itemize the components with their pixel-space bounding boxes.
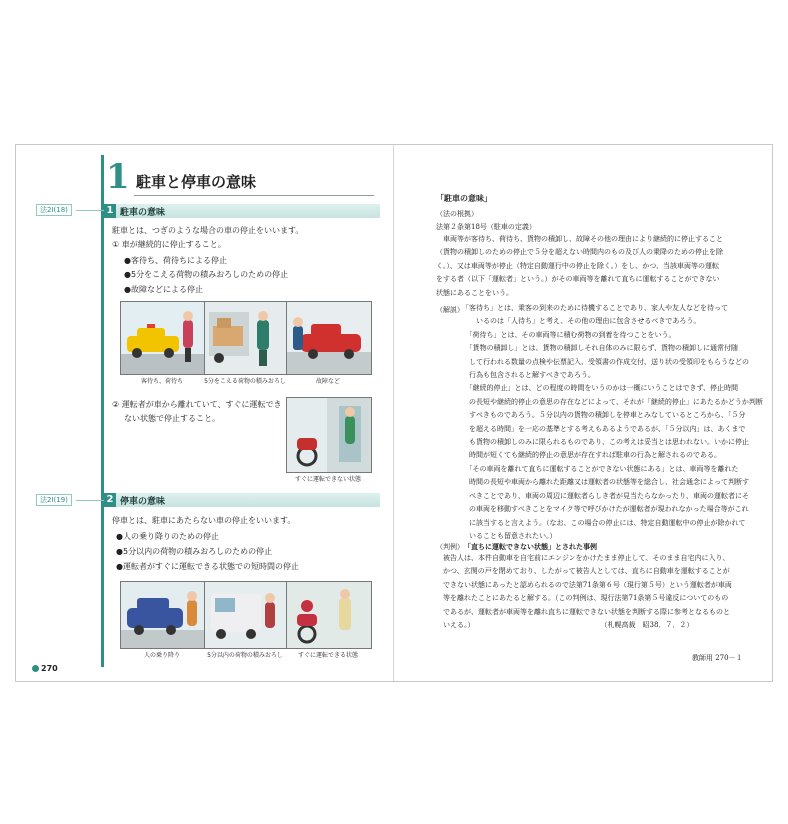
bullet-item: ●運転者がすぐに運転できる状態での短時間の停止 [116, 562, 299, 571]
right-page-footer: 教師用 270－１ [692, 654, 743, 662]
explain-text: 「客待ち」とは、乗客の到来のために待機することであり、家人や友人などを待って いるのは「人待ち」と考え、その他の理由に包含させるべきであろう。 「荷待ち」とは、その車両等に積む荷物の到着を待つことをいう。 「貨物の積卸し」とは、貨物の積卸しそれ自体のみに限らず、貨物の積卸しに通常付随 して行われる数量の点検や伝票記入、受領書の作成交付、送り状の受領印をもらうなどの 行為も包含されると解すべきであろう。 「継続的停止」とは、どの程度の時間をいうのかは一概にいうことはできず、停止時間 の長短や継続的停止の意思の存在などによって、それが「継続的停止」にあたるかどうか判断 すべきものであろう。５分以内の貨物の積卸しを停車とみなしているところから、「５分 を超える時間」を一応の基準とする考えもあるようであるが、「５分以内」は、あくまで も貨物の積卸しのみに限られるものであり、この考えは妥当とは思われない。いかに停止 時間が短くても継続的停止の意思が存在すれば駐車の行為と解されるのである。 「その車両を離れて直ちに運転することができない状態にある」とは、車両等を離れた 時間の長短や車両から離れた距離又は運転者の状態等を総合し、社会通念によって判断す べきことであり、車両の周辺に運転者らしき者が見当たらなかったり、車両の運転者にそ の車両を移動すべきことをマイク等で呼びかけたが運転者が現われなかった場合等がこれ に該当すると言えよう。（なお、この場合の停止には、特定自動運転中の停止が除かれて いることも留意されたい。） [462, 304, 763, 540]
law-reference: 法第２条第18号（駐車の定義） [436, 223, 536, 231]
caption-van: 5分以内の荷物の積みおろし [207, 652, 283, 659]
chapter-title: 駐車と停車の意味 [136, 173, 257, 191]
chapter-header [106, 157, 376, 197]
caption-breakdown: 故障など [315, 378, 340, 385]
caption-loading: 5分をこえる荷物の積みおろし [204, 378, 286, 385]
left-page-number [32, 664, 58, 673]
bullet-item: ●5分以内の荷物の積みおろしのための停止 [116, 547, 273, 556]
definition-line: 停車とは、駐車にあたらない車の停止をいいます。 [112, 516, 296, 525]
section-1-bar [104, 204, 380, 218]
book-spread [15, 144, 773, 682]
law-label: （法の根拠） [436, 210, 478, 218]
illustration-taxi [120, 301, 206, 375]
margin-ref-line [76, 500, 106, 501]
margin-ref-line [76, 210, 106, 211]
bullet-item: ●故障などによる停止 [124, 285, 203, 294]
section-1-title: 駐車の意味 [120, 208, 166, 218]
section-2-title: 停車の意味 [120, 497, 166, 507]
margin-law-ref-1: 法2Ⅰ(18) [36, 204, 72, 216]
illustration-passenger [120, 581, 206, 649]
illustration-van-unloading [204, 581, 288, 649]
definition-item-2: ② 運転者が車から離れていて、すぐに運転でき [112, 400, 282, 409]
bullet-item: ●人の乗り降りのための停止 [116, 532, 219, 541]
title-underline [134, 195, 374, 196]
section-2-number: 2 [104, 493, 116, 507]
judge-title: 「直ちに運転できない状態」とされた事例 [464, 543, 597, 551]
page-dot-icon [32, 665, 39, 672]
definition-line: 駐車とは、つぎのような場合の車の停止をいいます。 [112, 226, 304, 235]
explain-label: （解説） [436, 306, 464, 314]
margin-law-ref-2: 法2Ⅰ(19) [36, 494, 72, 506]
definition-item-1: ① 車が継続的に停止すること。 [112, 240, 226, 249]
section-1-number: 1 [104, 204, 116, 218]
caption-passenger: 人の乗り降り [143, 652, 180, 659]
right-heading: 「駐車の意味」 [436, 194, 492, 203]
illustration-breakdown [286, 301, 372, 375]
bullet-item: ●5分をこえる荷物の積みおろしのための停止 [124, 270, 289, 279]
illustration-loading [204, 301, 288, 375]
caption-cannot-drive: すぐに運転できない状態 [294, 476, 361, 483]
judge-label: （判例） [436, 543, 464, 551]
judge-text: 被告人は、本件自動車を自宅前にエンジンをかけたまま停止して、そのまま自宅内に入り、 かつ、玄関の戸を閉めており、したがって被告人としては、直ちに自動車を運転することが できない状態にあったと認められるので法第71条第６号（現行第５号）という運転者が車両 等を離れたことにあたると解する。（この判例は、現行法第71条第５号違反についてのもの であるが、運転者が車両等を離れ直ちに運転できない状態を判断する際に参考となるものと いえる。） （札幌高裁 昭38．７．２） [442, 554, 732, 630]
definition-item-2-cont: ない状態で停止すること。 [124, 414, 220, 423]
section-2-bar [104, 493, 380, 507]
book-gutter [393, 145, 394, 681]
chapter-number: 1 [106, 157, 130, 197]
chapter-rule [101, 155, 104, 667]
page-number-text: 270 [41, 664, 58, 673]
law-text: 車両等が客待ち、荷待ち、貨物の積卸し、故障その他の理由により継続的に停止すること （貨物の積卸しのための停止で５分を超えない時間内のもの及び人の乗降のための停止を除 く。）、又は車両等が停止（特定自動運行中の停止を除く。）をし、かつ、当該車両等の運転 をする者（以下「運転者」という。）がその車両等を離れて直ちに運転することができない 状態にあることをいう。 [436, 235, 723, 297]
illustration-rider [286, 581, 372, 649]
bullet-item: ●客待ち、荷待ちによる停止 [124, 256, 227, 265]
caption-taxi: 客待ち、荷待ち [140, 378, 183, 385]
caption-rider: すぐに運転できる状態 [297, 652, 358, 659]
illustration-left-bike [286, 397, 372, 473]
